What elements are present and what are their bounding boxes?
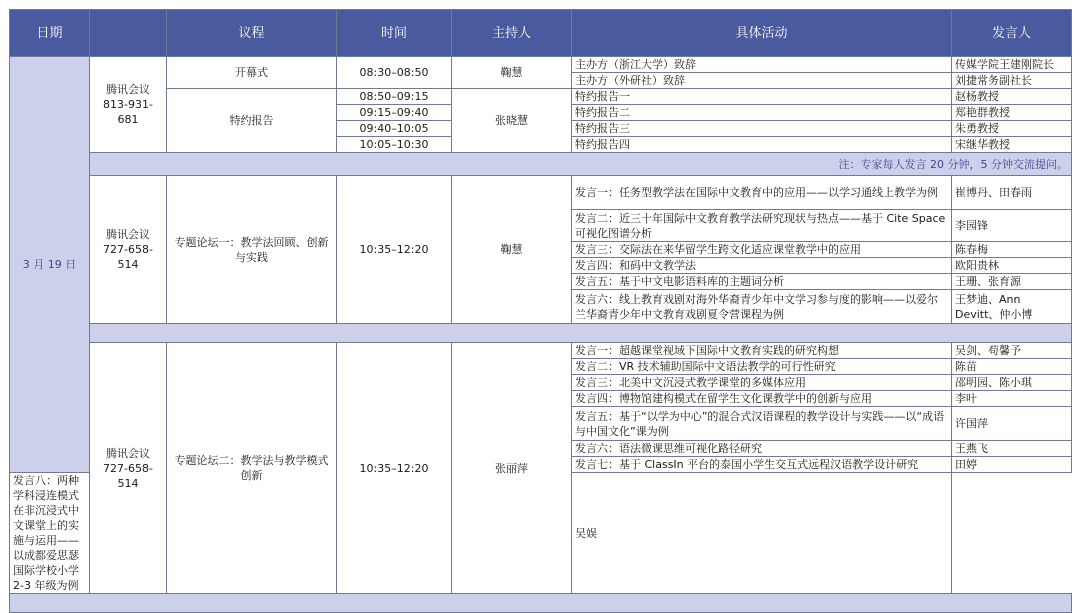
activity-cell: 发言六：线上教育戏剧对海外华裔青少年中文学习参与度的影响——以爱尔兰华裔青少年中文教育戏剧夏令营课程为例 — [572, 290, 952, 324]
speaker-cell: 崔博丹、田春雨 — [952, 176, 1072, 210]
speaker-cell: 吴娱 — [572, 473, 952, 594]
table-row — [10, 343, 1072, 359]
activity-cell: 发言七：基于 ClassIn 平台的泰国小学生交互式远程汉语教学设计研究 — [572, 457, 952, 473]
speaker-cell: 刘捷常务副社长 — [952, 73, 1072, 89]
activity-cell: 发言二：近三十年国际中文教育教学法研究现状与热点——基于 Cite Space 可视化图谱分析 — [572, 210, 952, 242]
agenda-forum2: 专题论坛二：教学法与教学模式创新 — [167, 343, 337, 594]
meeting-cell — [90, 57, 167, 153]
agenda-opening: 开幕式 — [167, 57, 337, 89]
speaker-cell: 田婷 — [952, 457, 1072, 473]
time-cell: 09:15–09:40 — [337, 105, 452, 121]
note-row — [10, 153, 1072, 176]
date-cell: 3 月 19 日 — [10, 57, 90, 473]
speaker-cell: 赵杨教授 — [952, 89, 1072, 105]
speaker-cell: 邵明园、陈小琪 — [952, 375, 1072, 391]
table-row — [10, 89, 1072, 105]
activity-cell: 特约报告二 — [572, 105, 952, 121]
separator-row — [10, 324, 1072, 343]
activity-cell: 发言四：博物馆建构模式在留学生文化课教学中的创新与应用 — [572, 391, 952, 407]
activity-cell: 特约报告一 — [572, 89, 952, 105]
header-agenda: 议程 — [167, 10, 337, 57]
note-text: 注：专家每人发言 20 分钟，5 分钟交流提问。 — [90, 153, 1072, 176]
speaker-cell: 王燕飞 — [952, 441, 1072, 457]
header-row — [10, 10, 1072, 57]
activity-cell: 主办方（浙江大学）致辞 — [572, 57, 952, 73]
speaker-cell: 陈春梅 — [952, 242, 1072, 258]
meeting-cell — [90, 343, 167, 594]
activity-cell: 主办方（外研社）致辞 — [572, 73, 952, 89]
time-cell: 08:30–08:50 — [337, 57, 452, 89]
activity-cell: 特约报告三 — [572, 121, 952, 137]
header-activity: 具体活动 — [572, 10, 952, 57]
agenda-report: 特约报告 — [167, 89, 337, 153]
meeting-name: 腾讯会议 — [106, 83, 150, 96]
meeting-id: 727-658-514 — [103, 461, 153, 490]
header-speaker: 发言人 — [952, 10, 1072, 57]
separator-row — [10, 594, 1072, 613]
activity-cell: 发言二：VR 技术辅助国际中文语法教学的可行性研究 — [572, 359, 952, 375]
host-cell: 张晓慧 — [452, 89, 572, 153]
speaker-cell: 吴剑、苟馨予 — [952, 343, 1072, 359]
activity-cell: 发言一：超越课堂视域下国际中文教育实践的研究构想 — [572, 343, 952, 359]
header-time: 时间 — [337, 10, 452, 57]
separator-cell — [90, 324, 1072, 343]
meeting-name: 腾讯会议 — [106, 446, 150, 460]
speaker-cell: 传媒学院王建刚院长 — [952, 57, 1072, 73]
activity-cell: 特约报告四 — [572, 137, 952, 153]
speaker-cell: 陈苗 — [952, 359, 1072, 375]
schedule-table — [9, 9, 1072, 613]
activity-cell: 发言五：基于中文电影语料库的主题词分析 — [572, 274, 952, 290]
speaker-cell: 王珊、张育源 — [952, 274, 1072, 290]
activity-cell: 发言八：两种学科浸连模式在非沉浸式中文课堂上的实施与运用——以成都爱思瑟国际学校小学 2-3 年级为例 — [10, 473, 90, 594]
speaker-cell: 王梦迪、Ann Devitt、仲小博 — [952, 290, 1072, 324]
activity-cell: 发言五：基于“以学为中心”的混合式汉语课程的教学设计与实践——以“成语与中国文化”课为例 — [572, 407, 952, 441]
meeting-cell — [90, 176, 167, 324]
activity-cell: 发言六：语法微课思维可视化路径研究 — [572, 441, 952, 457]
header-date: 日期 — [10, 10, 90, 57]
time-cell: 10:05–10:30 — [337, 137, 452, 153]
table-row — [10, 176, 1072, 210]
time-cell: 09:40–10:05 — [337, 121, 452, 137]
activity-cell: 发言四：和码中文教学法 — [572, 258, 952, 274]
time-cell: 10:35–12:20 — [337, 343, 452, 594]
speaker-cell: 李叶 — [952, 391, 1072, 407]
table-row — [10, 57, 1072, 73]
agenda-forum1: 专题论坛一：教学法回顾、创新与实践 — [167, 176, 337, 324]
speaker-cell: 宋继华教授 — [952, 137, 1072, 153]
speaker-cell: 李园锋 — [952, 210, 1072, 242]
activity-cell: 发言一：任务型教学法在国际中文教育中的应用——以学习通线上教学为例 — [572, 176, 952, 210]
header-host: 主持人 — [452, 10, 572, 57]
separator-cell — [10, 594, 1072, 613]
speaker-cell: 欧阳贵林 — [952, 258, 1072, 274]
host-cell: 张丽萍 — [452, 343, 572, 594]
speaker-cell: 朱勇教授 — [952, 121, 1072, 137]
time-cell: 10:35–12:20 — [337, 176, 452, 324]
time-cell: 08:50–09:15 — [337, 89, 452, 105]
header-meeting — [90, 10, 167, 57]
meeting-name: 腾讯会议 — [106, 228, 150, 241]
speaker-cell: 郑艳群教授 — [952, 105, 1072, 121]
activity-cell: 发言三：北美中文沉浸式教学课堂的多媒体应用 — [572, 375, 952, 391]
activity-cell: 发言三：交际法在来华留学生跨文化适应课堂教学中的应用 — [572, 242, 952, 258]
host-cell: 鞠慧 — [452, 176, 572, 324]
meeting-id: 727-658-514 — [103, 243, 153, 271]
host-cell: 鞠慧 — [452, 57, 572, 89]
meeting-id: 813-931-681 — [103, 98, 153, 126]
speaker-cell: 许国萍 — [952, 407, 1072, 441]
